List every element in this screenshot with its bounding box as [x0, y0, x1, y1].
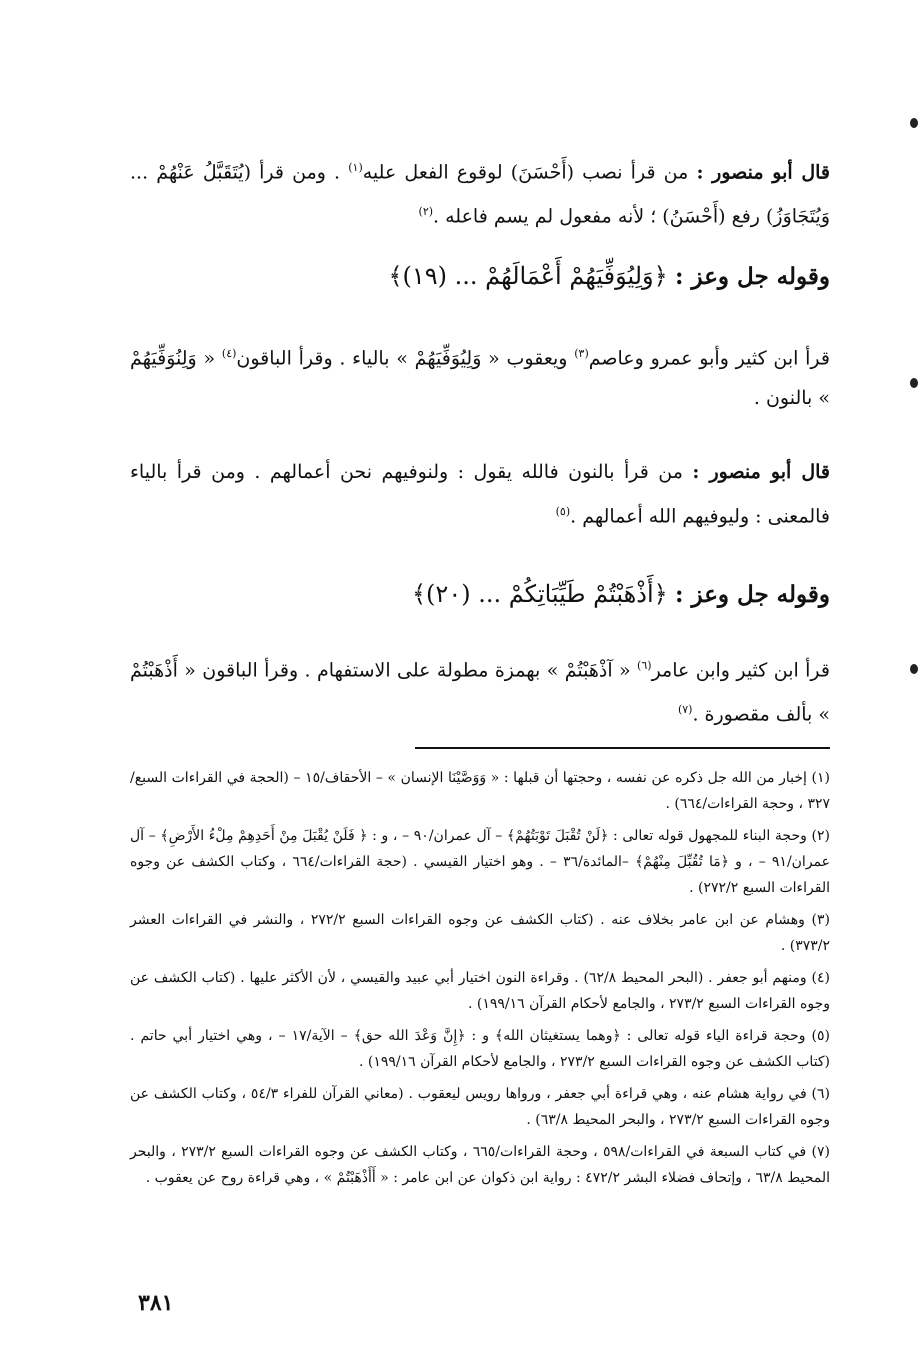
paragraph-text: قرأ ابن كثير وأبو عمرو وعاصم — [588, 347, 831, 370]
footnote-ref: (٤) — [221, 347, 237, 360]
paragraph-text: من قرأ بالنون فالله يقول : ولنوفيهم نحن أعمالهم . ومن قرأ بالياء فالمعنى : وليوفيهم الله أعمالهم . — [130, 461, 830, 528]
paragraph-lead: قال أبو منصور : — [692, 461, 830, 483]
heading-lead: وقوله جل وعز : — [675, 263, 830, 290]
footnote-7: (٧) في كتاب السبعة في القراءات/٥٩٨ ، وحجة القراءات/٦٦٥ ، وكتاب الكشف عن وجوه القراءات السبع ٢٧٣/٢ ، والبحر المحيط ٦٣/٨ ، وإتحاف فضلاء البشر ٤٧٢/٢ : رواية ابن ذكوان عن ابن عامر : « أَأَذْهَبْتُمْ » ، وهي قراءة روح عن يعقوب . — [130, 1144, 831, 1186]
footnotes — [130, 765, 830, 1197]
paragraph-4 — [130, 646, 830, 735]
quran-verse: ﴿وَلِيُوَفِّيَهُمْ أَعْمَالَهُمْ ... (١٩)﴾ — [388, 262, 668, 290]
footnote-3: (٣) وهشام عن ابن عامر بخلاف عنه . (كتاب الكشف عن وجوه القراءات السبع ٢٧٢/٢ ، والنشر في القراءات العشر ٣٧٣/٢) . — [130, 912, 830, 954]
binding-mark — [910, 118, 918, 128]
paragraph-1 — [130, 148, 830, 237]
footnote-ref: (٦) — [637, 659, 652, 672]
binding-mark — [910, 664, 918, 674]
paragraph-text: من قرأ نصب (أَحْسَنَ) لوقوع الفعل عليه — [362, 161, 689, 184]
quran-verse: ﴿أَذْهَبْتُمْ طَيِّبَاتِكُمْ ... (٢٠)﴾ — [411, 580, 668, 608]
paragraph-text: ويعقوب « وَلِيُوَفِّيَهُمْ » بالياء . وقرأ الباقون — [236, 347, 568, 370]
binding-mark — [910, 378, 918, 388]
verse-heading-1 — [130, 256, 830, 297]
verse-heading-2 — [130, 574, 830, 615]
footnote-ref: (١) — [348, 161, 363, 174]
paragraph-text: « آذْهَبْتُمْ » بهمزة مطولة على الاستفهام . وقرأ الباقون « أَذْهَبْتُمْ » بألف مقصورة . — [130, 659, 830, 726]
heading-lead: وقوله جل وعز : — [675, 581, 830, 608]
footnote-6: (٦) في رواية هشام عنه ، وهي قراءة أبي جعفر ، ورواها رويس ليعقوب . (معاني القرآن للفراء ٥٤/٣ ، وكتاب الكشف عن وجوه القراءات السبع ٢٧٣/٢ ، والبحر المحيط ٦٣/٨) . — [130, 1086, 830, 1128]
footnote-ref: (٣) — [574, 347, 589, 360]
paragraph-text: « وَلِنُوَفِّيَهُمْ » بالنون . — [130, 347, 830, 410]
paragraph-text: . ومن قرأ (يُتَقَبَّلُ عَنْهُمْ ... وَيُتَجَاوَزُ) رفع (أَحْسَنُ) ؛ لأنه مفعول لم يسم فاعله . — [130, 161, 830, 228]
footnote-2: (٢) وحجة البناء للمجهول قوله تعالى : ﴿لَنْ تُقْبَلَ تَوْبَتُهُمْ﴾ – آل عمران/٩٠ – ، و : ﴿ فَلَنْ يُقْبَلَ مِنْ أَحَدِهِمْ مِلْءُ الأَرْضِ﴾ – آل عمران/٩١ – ، و ﴿مَا تُقُبِّلَ مِنْهُمْ﴾ –المائدة/٣٦ – . وهو اختيار القيسي . (حجة القراءات/٦٦٤ ، وكتاب الكشف عن وجوه القراءات السبع ٢٧٢/٢) . — [130, 828, 830, 896]
paragraph-lead: قال أبو منصور : — [696, 161, 831, 184]
paragraph-3 — [130, 452, 830, 536]
page-number: ٣٨١ — [138, 1290, 174, 1316]
footnote-ref: (٢) — [418, 205, 434, 219]
paragraph-2 — [130, 334, 830, 418]
footnote-5: (٥) وحجة قراءة الياء قوله تعالى : ﴿وهما يستغيثان الله﴾ و : ﴿إِنَّ وَعْدَ الله حق﴾ – الآية/١٧ – ، وهي اختيار أبي حاتم . (كتاب الكشف عن وجوه القراءات السبع ٢٧٣/٢ ، والجامع لأحكام القرآن ١٩٩/١٦) . — [130, 1028, 830, 1070]
footnote-1: (١) إخبار من الله جل ذكره عن نفسه ، وحجتها أن قبلها : « وَوَصَّيْنَا الإنسان » – الأحقاف/١٥ – (الحجة في القراءات السبع/٣٢٧ ، وحجة القراءات/٦٦٤) . — [130, 770, 830, 812]
footnote-ref: (٧) — [677, 703, 693, 717]
footnote-divider — [415, 747, 830, 749]
paragraph-text: قرأ ابن كثير وابن عامر — [651, 659, 831, 682]
footnote-4: (٤) ومنهم أبو جعفر . (البحر المحيط ٦٢/٨) . وقراءة النون اختيار أبي عبيد والقيسي ، لأن الأكثر عليها . (كتاب الكشف عن وجوه القراءات السبع ٢٧٣/٢ ، والجامع لأحكام القرآن ١٩٩/١٦) . — [130, 970, 830, 1012]
footnote-ref: (٥) — [555, 505, 571, 518]
